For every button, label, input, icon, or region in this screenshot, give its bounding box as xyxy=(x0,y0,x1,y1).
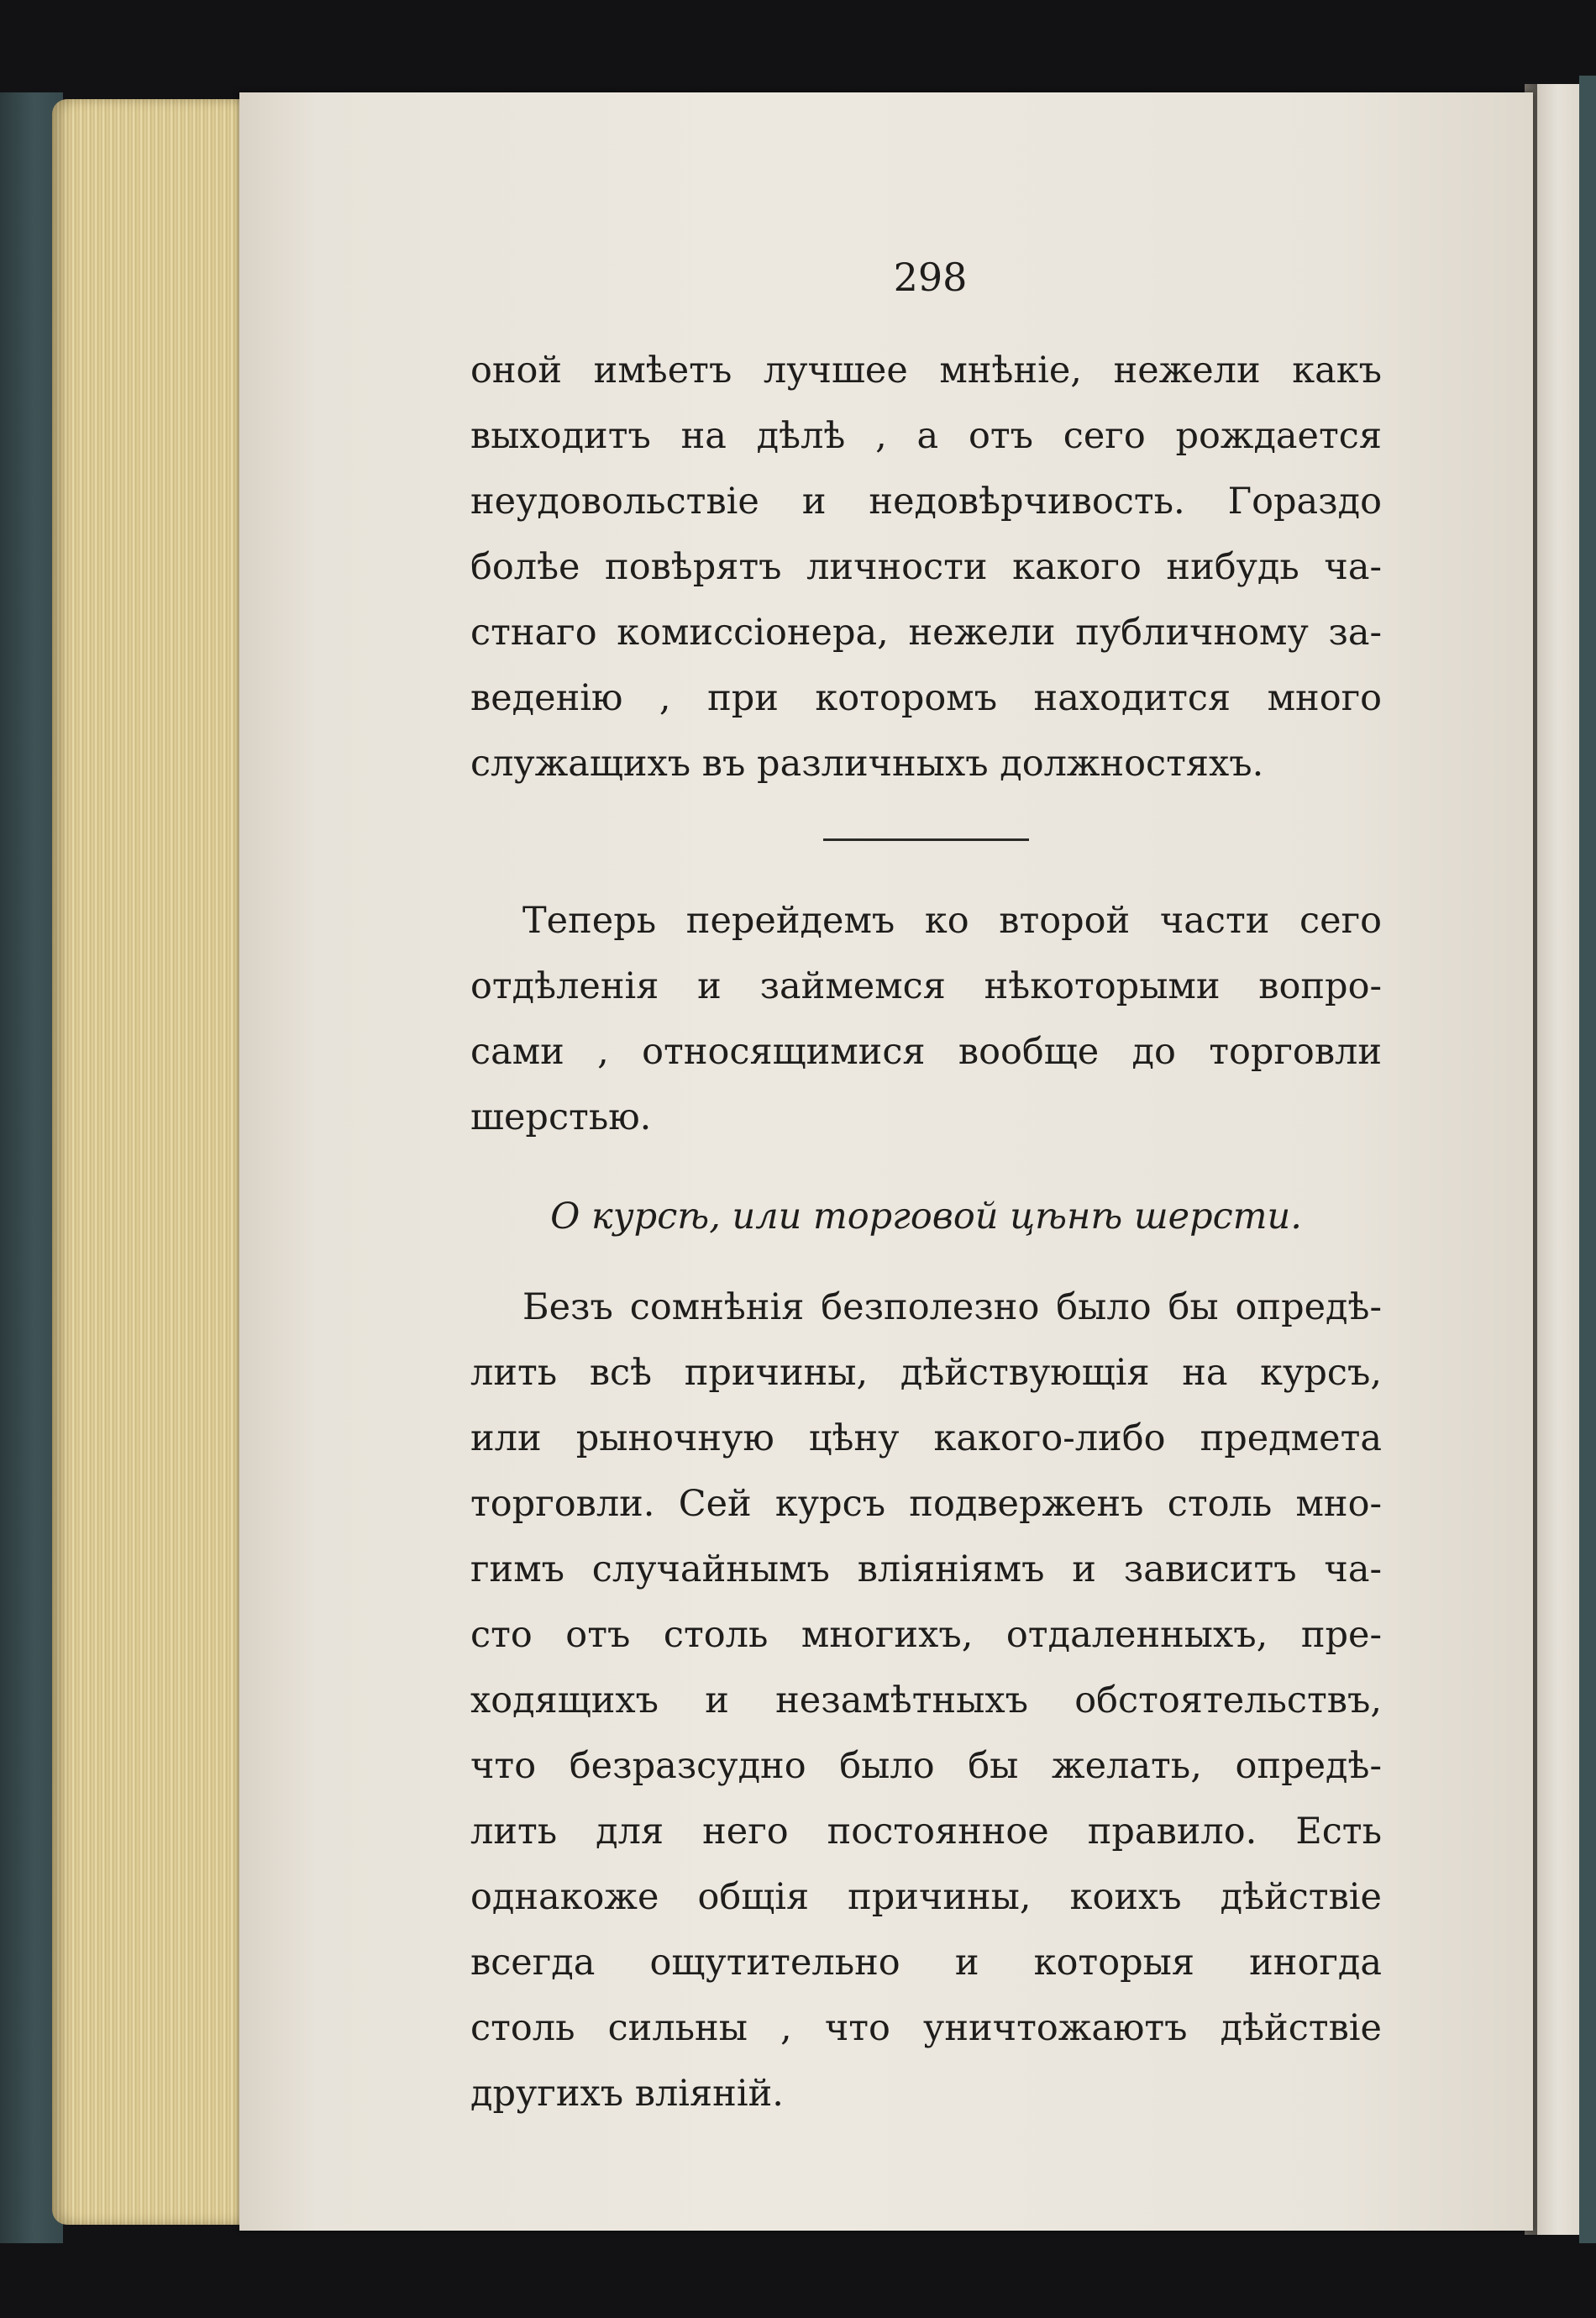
text-line: Теперь перейдемъ ко второй части сего xyxy=(522,900,1382,942)
text-line: шерстью. xyxy=(470,1096,652,1138)
page-edges xyxy=(52,99,249,2225)
text-line: всегда ощутительно и которыя иногда xyxy=(470,1942,1382,1984)
text-line: сто отъ столь многихъ, отдаленныхъ, пре- xyxy=(470,1614,1382,1656)
text-line: торговли. Сей курсъ подверженъ столь мно- xyxy=(470,1483,1382,1525)
text-line: однакоже общія причины, коихъ дѣйствіе xyxy=(470,1876,1382,1918)
text-line: Безъ сомнѣнія безполезно было бы опредѣ- xyxy=(522,1286,1382,1328)
text-line: гимъ случайнымъ вліяніямъ и зависитъ ча- xyxy=(470,1548,1382,1590)
section-heading: О курсѣ, или торговой цѣнѣ шерсти. xyxy=(550,1196,1302,1238)
text-line: болѣе повѣрятъ личности какого нибудь ча- xyxy=(470,546,1382,588)
paragraph-1 xyxy=(470,338,1382,796)
text-line: стнаго комиссіонера, нежели публичному за- xyxy=(470,612,1382,654)
section-divider xyxy=(823,838,1029,841)
text-line: лить всѣ причины, дѣйствующія на курсъ, xyxy=(470,1352,1382,1394)
text-line: сами , относящимися вообще до торговли xyxy=(470,1031,1382,1073)
paragraph-3 xyxy=(470,1275,1382,2126)
paragraph-2 xyxy=(470,888,1382,1150)
text-line: или рыночную цѣну какого-либо предмета xyxy=(470,1417,1382,1459)
text-line: лить для него постоянное правило. Есть xyxy=(470,1811,1382,1853)
text-line: выходитъ на дѣлѣ , а отъ сего рождается xyxy=(470,415,1382,457)
page-number: 298 xyxy=(893,255,968,300)
text-line: оной имѣетъ лучшее мнѣніе, нежели какъ xyxy=(470,350,1382,392)
text-line: неудовольствіе и недовѣрчивость. Гораздо xyxy=(470,481,1382,523)
text-line: отдѣленія и займемся нѣкоторыми вопро- xyxy=(470,965,1382,1007)
text-line: служащихъ въ различныхъ должностяхъ. xyxy=(470,743,1264,785)
text-line: веденію , при которомъ находится много xyxy=(470,677,1382,719)
page-content xyxy=(470,252,1382,2126)
book-cover-right xyxy=(1579,76,1596,2243)
text-line: другихъ вліяній. xyxy=(470,2073,784,2115)
text-line: что безразсудно было бы желать, опредѣ- xyxy=(470,1745,1382,1787)
text-line: столь сильны , что уничтожаютъ дѣйствіе xyxy=(470,2007,1382,2049)
text-line: ходящихъ и незамѣтныхъ обстоятельствъ, xyxy=(470,1679,1382,1721)
